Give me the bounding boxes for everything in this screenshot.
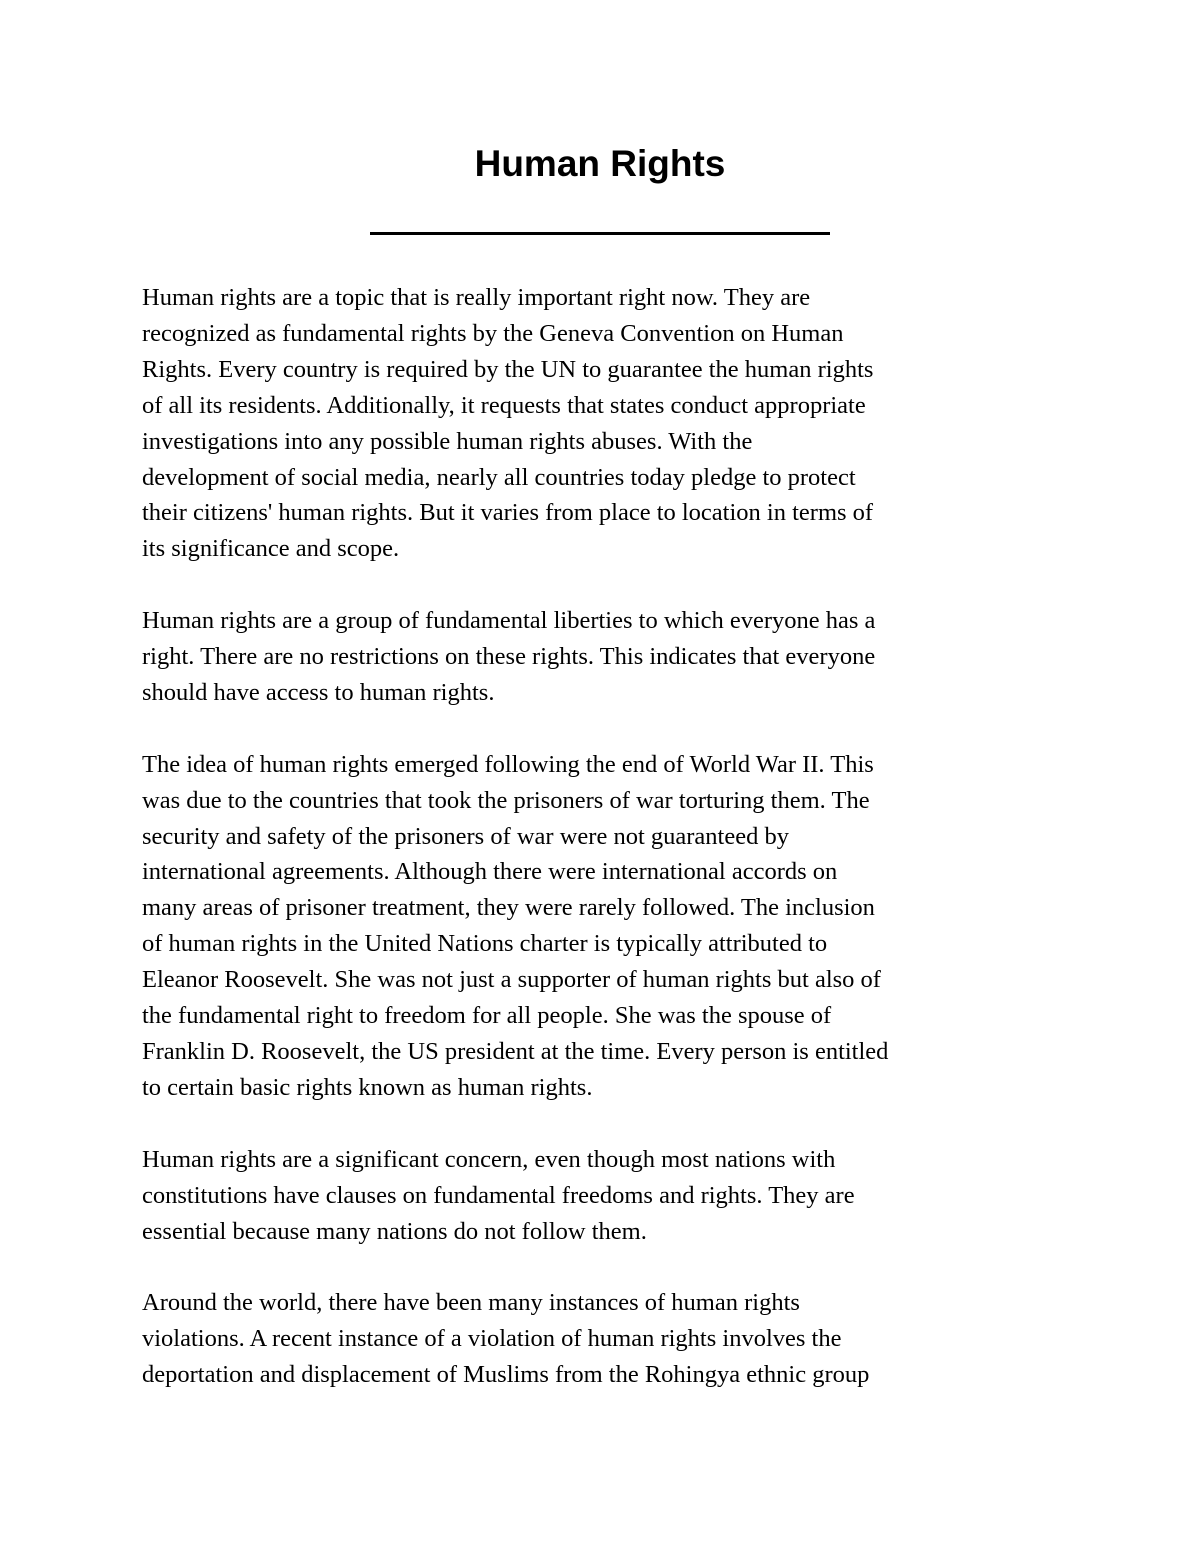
text-line: Human rights are a topic that is really important right now. They are [142, 284, 811, 311]
text-line: many areas of prisoner treatment, they were rarely followed. The inclusion [142, 894, 875, 922]
document-body [142, 280, 1072, 1429]
title-underline [370, 232, 830, 235]
text-line: deportation and displacement of Muslims from the Rohingya ethnic group [142, 1361, 870, 1389]
paragraph-3 [142, 747, 1072, 1106]
text-line: The idea of human rights emerged following the end of World War II. This [142, 750, 874, 778]
text-line: development of social media, nearly all countries today pledge to protect [142, 463, 856, 491]
text-line: its significance and scope. [142, 535, 400, 563]
text-line: to certain basic rights known as human rights. [142, 1073, 593, 1101]
text-line: was due to the countries that took the prisoners of war torturing them. The [142, 786, 870, 814]
text-line: violations. A recent instance of a violation of human rights involves the [142, 1325, 842, 1353]
text-line: recognized as fundamental rights by the Geneva Convention on Human [142, 319, 844, 347]
text-line: constitutions have clauses on fundamental freedoms and rights. They are [142, 1181, 855, 1209]
text-line: right. There are no restrictions on these rights. This indicates that everyone [142, 643, 876, 671]
text-line: Around the world, there have been many instances of human rights [142, 1289, 800, 1317]
text-line: of all its residents. Additionally, it requests that states conduct appropriate [142, 391, 866, 419]
text-line: Human rights are a group of fundamental liberties to which everyone has a [142, 607, 876, 635]
paragraph-2 [142, 603, 1072, 711]
paragraph-4 [142, 1142, 1072, 1250]
text-line: Franklin D. Roosevelt, the US president at the time. Every person is entitled [142, 1038, 889, 1065]
text-line: Human rights are a significant concern, even though most nations with [142, 1145, 836, 1173]
document-title: Human Rights [474, 143, 726, 184]
text-line: Eleanor Roosevelt. She was not just a supporter of human rights but also of [142, 966, 881, 994]
text-line: their citizens' human rights. But it varies from place to location in terms of [142, 499, 874, 527]
text-line: the fundamental right to freedom for all people. She was the spouse of [142, 1002, 832, 1030]
text-line: of human rights in the United Nations charter is typically attributed to [142, 930, 828, 958]
paragraph-5 [142, 1285, 1072, 1393]
text-line: international agreements. Although there were international accords on [142, 858, 838, 886]
text-line: investigations into any possible human rights abuses. With the [142, 427, 753, 455]
text-line: should have access to human rights. [142, 678, 495, 706]
text-line: security and safety of the prisoners of war were not guaranteed by [142, 822, 789, 850]
text-line: Rights. Every country is required by the UN to guarantee the human rights [142, 355, 874, 383]
text-line: essential because many nations do not follow them. [142, 1217, 647, 1245]
paragraph-1 [142, 280, 1072, 567]
